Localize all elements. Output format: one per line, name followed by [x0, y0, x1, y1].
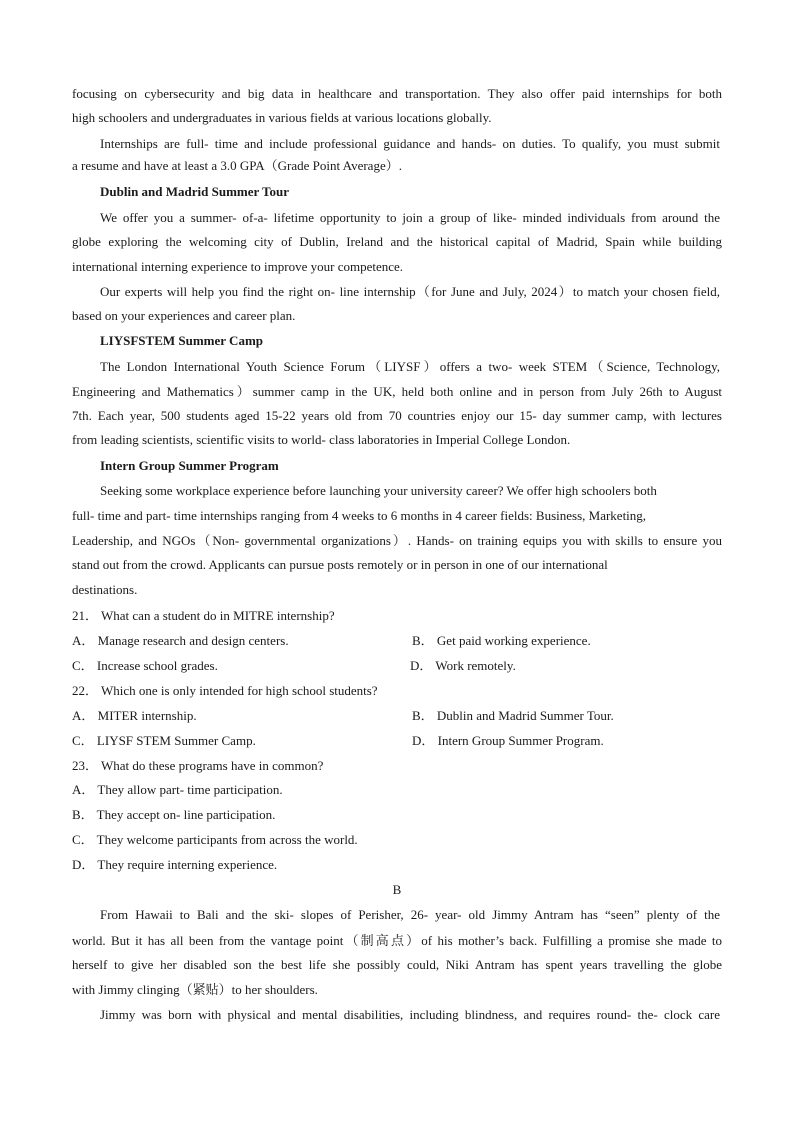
text-line: with Jimmy clinging（紧贴）to her shoulders.	[72, 982, 318, 997]
text-line: destinations.	[72, 582, 138, 597]
text-line: a resume and have at least a 3.0 GPA（Grade Point Average）.	[72, 158, 402, 173]
option-d[interactable]: D． Intern Group Summer Program.	[412, 733, 604, 748]
text-line: The London International Youth Science Forum（LIYSF）offers a two- week STEM（Science, Technology,	[100, 359, 720, 374]
text-line: Engineering and Mathematics）summer camp in the UK, held both online and in person from July 26th to August	[72, 384, 722, 399]
text-line: 7th. Each year, 500 students aged 15-22 years old from 70 countries enjoy our 15- day summer camp, with lectures	[72, 408, 722, 423]
option-b[interactable]: B． They accept on- line participation.	[72, 807, 276, 822]
text-line: Jimmy was born with physical and mental disabilities, including blindness, and requires round- the- clock care	[100, 1007, 720, 1022]
text-line: international interning experience to improve your competence.	[72, 259, 404, 274]
section-heading: Dublin and Madrid Summer Tour	[100, 184, 290, 199]
text-line: globe exploring the welcoming city of Dublin, Ireland and the historical capital of Madrid, Spain while building	[72, 234, 722, 249]
option-c[interactable]: C． Increase school grades.	[72, 658, 218, 673]
text-line: based on your experiences and career plan.	[72, 308, 296, 323]
text-line: focusing on cybersecurity and big data in healthcare and transportation. They also offer paid internships for both	[72, 86, 722, 101]
text-line: Our experts will help you find the right on- line internship（for June and July, 2024）to match your chosen field,	[100, 284, 720, 299]
option-d[interactable]: D． They require interning experience.	[72, 857, 278, 872]
text-line: full- time and part- time internships ranging from 4 weeks to 6 months in 4 career fields: Business, Marketing,	[72, 508, 647, 523]
option-c[interactable]: C． They welcome participants from across the world.	[72, 832, 358, 847]
option-b[interactable]: B． Dublin and Madrid Summer Tour.	[412, 708, 614, 723]
text-line: from leading scientists, scientific visits to world- class laboratories in Imperial College London.	[72, 432, 571, 447]
text-line: high schoolers and undergraduates in various fields at various locations globally.	[72, 110, 492, 125]
option-b[interactable]: B． Get paid working experience.	[412, 633, 591, 648]
text-line: world. But it has all been from the vantage point（制高点）of his mother’s back. Fulfilling a promise she made to	[72, 933, 722, 948]
passage-label: B	[392, 882, 402, 897]
section-heading: Intern Group Summer Program	[100, 458, 279, 473]
question-stem: 23． What do these programs have in common?	[72, 758, 324, 773]
section-heading: LIYSFSTEM Summer Camp	[100, 333, 264, 348]
text-line: Internships are full- time and include professional guidance and hands- on duties. To qualify, you must submit	[100, 136, 720, 151]
text-line: We offer you a summer- of-a- lifetime opportunity to join a group of like- minded individuals from around the	[100, 210, 720, 225]
option-a[interactable]: A． MITER internship.	[72, 708, 197, 723]
text-line: stand out from the crowd. Applicants can pursue posts remotely or in person in one of our international	[72, 557, 608, 572]
question-stem: 21． What can a student do in MITRE internship?	[72, 608, 335, 623]
option-c[interactable]: C． LIYSF STEM Summer Camp.	[72, 733, 256, 748]
question-stem: 22． Which one is only intended for high school students?	[72, 683, 378, 698]
option-a[interactable]: A． They allow part- time participation.	[72, 782, 283, 797]
option-a[interactable]: A． Manage research and design centers.	[72, 633, 289, 648]
option-d[interactable]: D． Work remotely.	[410, 658, 516, 673]
text-line: herself to give her disabled son the best life she possibly could, Niki Antram has spent years travelling the globe	[72, 957, 722, 972]
text-line: From Hawaii to Bali and the ski- slopes of Perisher, 26- year- old Jimmy Antram has “seen” plenty of the	[100, 907, 720, 922]
text-line: Leadership, and NGOs（Non- governmental organizations）. Hands- on training equips you with skills to ensure you	[72, 533, 722, 548]
text-line: Seeking some workplace experience before launching your university career? We offer high schoolers both	[100, 483, 657, 498]
